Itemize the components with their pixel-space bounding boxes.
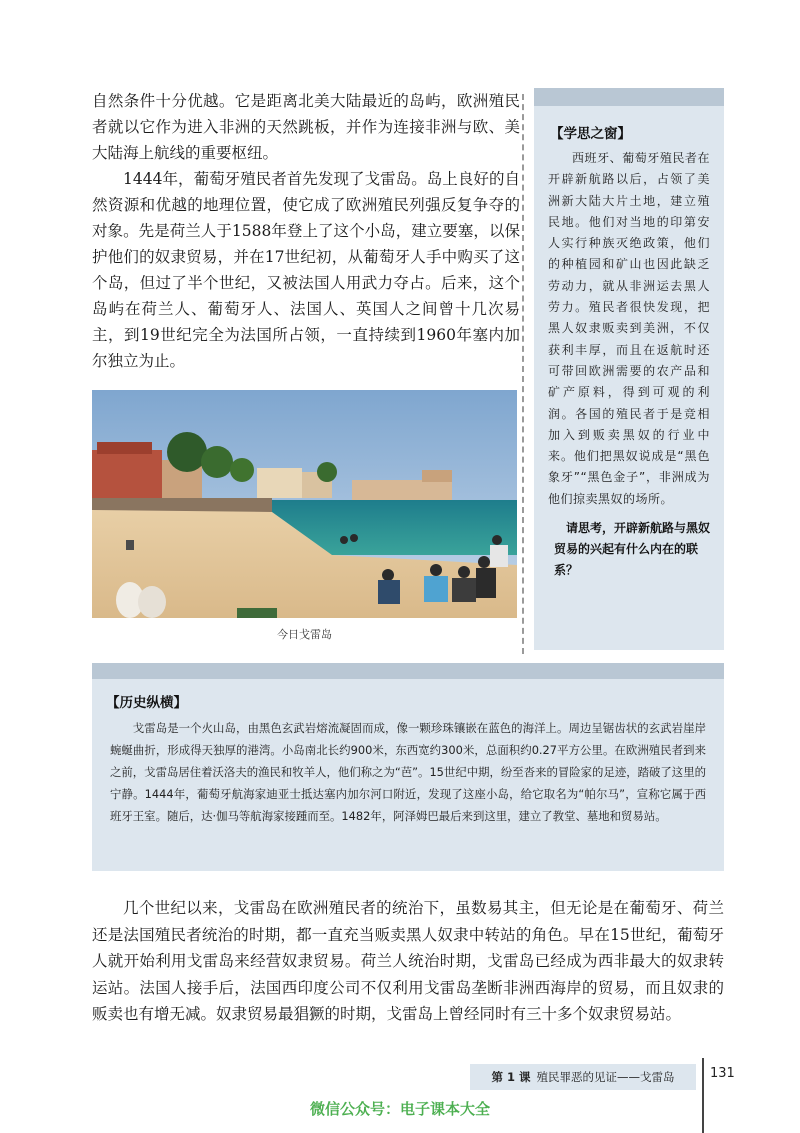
paragraph-2: 1444年，葡萄牙殖民者首先发现了戈雷岛。岛上良好的自然资源和优越的地理位置，使它成了欧洲殖民列强反复争夺的对象。先是荷兰人于1588年登上了这个小岛，建立要塞，以保护他们的奴隶贸易，并在17世纪初，从葡萄牙人手中购买了这个岛，但过了半个世纪，又被法国人用武力夺占。后来，这个岛屿在荷兰人、葡萄牙人、法国人、英国人之间曾十几次易主，到19世纪完全为法国所占领，一直持续到1960年塞内加尔独立为止。 (92, 170, 520, 370)
main-text (92, 88, 520, 374)
history-header-bar (92, 663, 724, 679)
dashed-divider (522, 94, 524, 654)
sidebar-header-bar (534, 88, 724, 106)
photo-caption: 今日戈雷岛 (277, 628, 332, 641)
history-title: 【历史纵横】 (106, 695, 187, 711)
lesson-title: 殖民罪恶的见证——戈雷岛 (536, 1070, 675, 1084)
bottom-paragraph: 几个世纪以来，戈雷岛在欧洲殖民者的统治下，虽数易其主，但无论是在葡萄牙、荷兰还是法国殖民者统治的时期，都一直充当贩卖黑人奴隶中转站的角色。早在15世纪，葡萄牙人就开始利用戈雷岛来经营奴隶贸易。荷兰人统治时期，戈雷岛已经成为西非最大的奴隶转运站。法国人接手后，法国西印度公司不仅利用戈雷岛垄断非洲西海岸的贸易，而且奴隶的贩卖也有增无减。奴隶贸易最猖獗的时期，戈雷岛上曾经同时有三十多个奴隶贸易站。 (92, 899, 724, 1023)
watermark-text: 微信公众号：电子课本大全 (309, 1100, 490, 1118)
history-body: 戈雷岛是一个火山岛，由黑色玄武岩熔流凝固而成，像一颗珍珠镶嵌在蓝色的海洋上。周边呈锯齿状的玄武岩崖岸蜿蜒曲折，形成得天独厚的港湾。小岛南北长约900米，东西宽约300米，总面积约0.27平方公里。在欧洲殖民者到来之前，戈雷岛居住着沃洛夫的渔民和牧羊人，他们称之为“芭”。15世纪中期，纷至沓来的冒险家的足迹，踏破了这里的宁静。1444年，葡萄牙航海家迪亚士抵达塞内加尔河口附近，发现了这座小岛，给它取名为“帕尔马”，宣称它属于西班牙王室。随后，达·伽马等航海家接踵而至。1482年，阿泽姆巴最后来到这里，建立了教堂、墓地和贸易站。 (110, 721, 706, 823)
lesson-number: 第 1 课 (491, 1070, 531, 1084)
sidebar-title: 【学思之窗】 (550, 126, 631, 142)
sidebar-question: 请思考，开辟新航路与黑奴贸易的兴起有什么内在的联系？ (554, 521, 711, 578)
page-number: 131 (710, 1066, 735, 1081)
history-panorama-box (92, 663, 724, 871)
footer-lesson-label (470, 1064, 696, 1090)
goree-island-photo (92, 390, 517, 618)
page-number-rule (702, 1058, 704, 1133)
sidebar-study-window (534, 88, 724, 650)
sidebar-body: 西班牙、葡萄牙殖民者在开辟新航路以后，占领了美洲新大陆大片土地，建立殖民地。他们对当地的印第安人实行种族灭绝政策，他们的种植园和矿山也因此缺乏劳动力，就从非洲运去黑人劳力。殖民者很快发现，把黑人奴隶贩卖到美洲，不仅获利丰厚，而且在返航时还可带回欧洲需要的农产品和矿产原料，得到可观的利润。各国的殖民者于是竞相加入到贩卖黑奴的行业中来。他们把黑奴说成是“黑色象牙”“黑色金子”，非洲成为他们掠卖黑奴的场所。 (548, 151, 710, 506)
paragraph-1: 自然条件十分优越。它是距离北美大陆最近的岛屿，欧洲殖民者就以它作为进入非洲的天然跳板，并作为连接非洲与欧、美大陆海上航线的重要枢纽。 (92, 92, 520, 162)
